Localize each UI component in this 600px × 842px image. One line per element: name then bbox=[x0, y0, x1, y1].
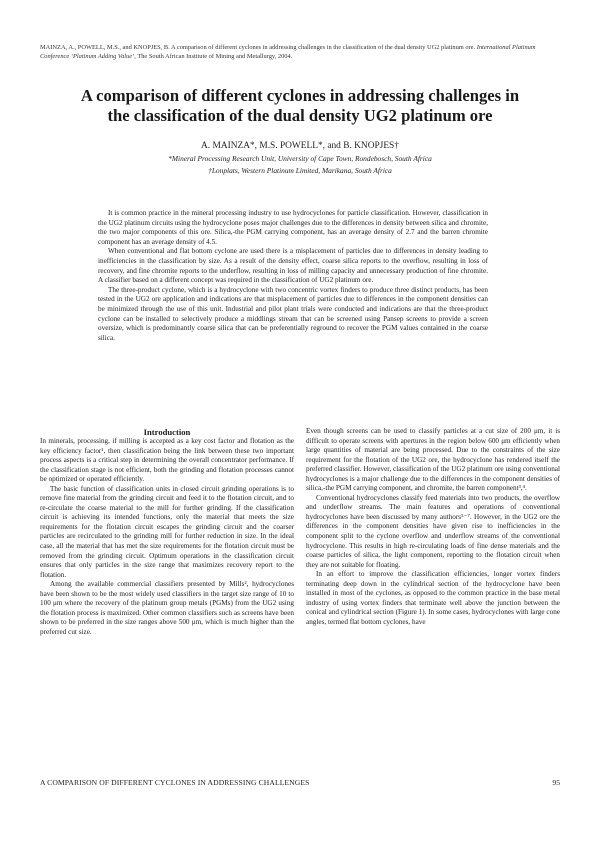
section-heading-introduction: Introduction bbox=[143, 427, 191, 437]
body-paragraph: The basic function of classification units in closed circuit grinding operations is to remove fine material from the grinding circuit and feed it to the flotation circuit, and to re-circulate the coarse material to the mill for further grinding. If the classification circuit is achieving its intended functions, only the material that meets the size requirements for the flotation circuit escapes the grinding circuit and the coarser particles are recirculated to the grinding mill for further reduction in size. In the ideal case, all the material that has met the size requirements for the flotation circuit must be removed from the grinding circuit. Optimum operations in the classification circuit ensures that only particles in the size range that maximizes recovery report to the flotation. bbox=[40, 484, 294, 579]
body-paragraph: Conventional hydrocyclones classify feed materials into two products, the overflow and underflow streams. The main features and operations of conventional hydrocyclones have been discussed by many authors⁵⁻⁷. However, in the UG2 ore the differences in the component densities have given rise to inefficiencies in the component split to the cyclone overflow and underflow streams of the conventional hydrocyclone. This results in high re-circulating loads of fine dense materials and the coarse particles of silica, the light component, reporting to the flotation circuit when they are not suitable for floating. bbox=[306, 493, 560, 569]
citation-plain-b: , The South African Institute of Mining and Metallurgy, 2004. bbox=[134, 53, 293, 60]
body-paragraph: In an effort to improve the classification efficiencies, longer vortex finders terminating deep down in the cylindrical section of the hydrocyclone have been installed in most of the cyclones, as opposed to the common practice in the base metal industry of using vortex finders that terminate well above the junction between the conical and cylindrical section (Figure 1). In some cases, hydrocyclones with large cone angles, termed flat bottom cyclones, have bbox=[306, 570, 560, 626]
body-paragraph: Among the available commercial classifiers presented by Mills², hydrocyclones have been shown to be the most widely used classifiers in the target size range of 10 to 100 μm where the recovery of the platinum group metals (PGMs) from the UG2 using the flotation process is maximized. Other common classifiers such as screens have been shown to be preferred in the size ranges above 500 μm, which is much higher than the preferred cut size. bbox=[40, 580, 294, 636]
authors: A. MAINZA*, M.S. POWELL*, and B. KNOPJES† bbox=[201, 141, 399, 151]
body-column-left bbox=[40, 427, 294, 637]
body-paragraph: In minerals, processing, if milling is accepted as a key cost factor and flotation as the key efficiency factor¹, then classification being the link between these two important process aspects is a critical step in determining the overall concentrator performance. If the classification stage is not efficient, both the grinding and flotation processes cannot be optimized or operated efficiently. bbox=[40, 437, 294, 484]
body-paragraph: Even though screens can be used to classify particles at a cut size of 200 μm, it is difficult to operate screens with apertures in the region below 600 μm efficiently when large quantities of material are being processed. Due to the constraints of the size requirement for the flotation of the UG2 ore, the hydrocyclone has rendered itself the preferred classifier. However, classification of the UG2 platinum ore using conventional hydrocyclones is a major challenge due to the differences in the component densities of silica,-the PGM carrying component, and chromite, the barren component³,⁴. bbox=[306, 427, 560, 493]
affiliation-2: †Lonplats, Western Platinum Limited, Marikana, South Africa bbox=[208, 166, 392, 175]
body-column-right bbox=[306, 427, 560, 627]
paper-title bbox=[30, 86, 570, 126]
abstract-paragraph-3: The three-product cyclone, which is a hydrocyclone with two concentric vortex finders to produce three distinct products, has been tested in the UG2 ore application and indications are that misplacement of particles due to differences in the component densities can be minimized through the use of this unit. Industrial and pilot plant trials were conducted and indications are that the three-product cyclone can be installed to selectively produce a middlings stream that can be screened using Pansep screens to provide a screen oversize, which is predominantly coarse silica that can be preferentially reground to recover the PGM values contained in the coarse silica. bbox=[98, 285, 488, 342]
citation-conference: International Platinum Conference ‘Platinum Adding Value’ bbox=[40, 44, 536, 60]
title-line-1: A comparison of different cyclones in addressing challenges in bbox=[80, 86, 520, 105]
citation-line-1: MAINZA, A., POWELL, M.S., and KNOPJES, B. A comparison of different cyclones in addressing challenges in the classification of the dual density UG2 bbox=[40, 44, 440, 51]
footer-running-title: A COMPARISON OF DIFFERENT CYCLONES IN ADDRESSING CHALLENGES bbox=[40, 778, 310, 787]
footer-page-number: 95 bbox=[552, 778, 560, 787]
title-line-2: the classification of the dual density UG2 platinum ore bbox=[107, 106, 493, 125]
citation-header bbox=[40, 43, 560, 61]
abstract bbox=[98, 209, 488, 343]
abstract-paragraph-2: When conventional and flat bottom cyclone are used there is a misplacement of particles due to differences in density leading to inefficiencies in the classification by size. As a result of the density effect, coarse silica reports to the overflow, resulting in loss of recovery, and fine chromite reports to the underflow, resulting in loss of milling capacity and unnecessary production of fine chromite. A classifier based on a different concept was required in the classification of UG2 platinum ore. bbox=[98, 247, 488, 285]
abstract-paragraph-1: It is common practice in the mineral processing industry to use hydrocyclones for particle classification. However, classification in the UG2 platinum circuits using the hydrocyclone poses major challenges due to the differences in density between silica and chromite, the two major components of this ore. Silica,-the PGM carrying component, has an average density of 2.7 and the barren chromite component has an average density of 4.5. bbox=[98, 209, 488, 246]
citation-plain-a: platinum ore. bbox=[441, 44, 477, 51]
affiliation-1: *Mineral Processing Research Unit, University of Cape Town, Rondebosch, South Africa bbox=[168, 154, 432, 163]
